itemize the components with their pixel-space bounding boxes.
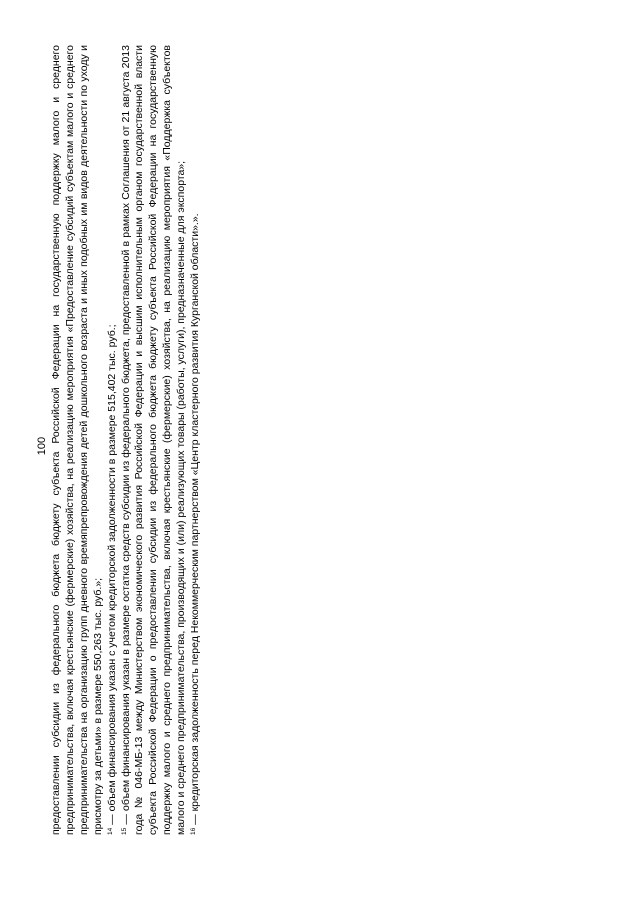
footnote-text: — объем финансирования указан в размере остатка средств субсидии из федерального бюджета, предоставленной в рамках Соглашения от 21 августа 2013 года № 046-МБ-13 между Министерством экономического развития Российской Федерации и высшим исполнительным органом государственной власти субъекта Российской Федерации о предоставлении субсидии из федерального бюджета бюджету субъекта Российской Федерации на государственную поддержку малого и среднего предпринимательства, включая крестьянские (фермерские) хозяйства, на реализацию мероприятия «Поддержка субъектов малого и среднего предпринимательства, производящих и (или) реализующих товары (работы, услуги), предназначенные для экспорта»; [119,45,188,835]
footnote-marker: 14 [106,827,114,835]
main-paragraph: предоставлении субсидии из федерального бюджета бюджету субъекта Российской Федерации на государственную поддержку малого и среднего предпринимательства, включая крестьянские (фермерские) хозяйства, на реализацию мероприятия «Предоставление субсидий субъектам малого и среднего предпринимательства на организацию групп дневного времяпрепровождения детей дошкольного возраста и иных подобных им видов деятельности по уходу и присмотру за детьми» в размере 550,263 тыс. руб.»; [50,45,104,835]
footnote-16 [189,45,203,835]
rotated-text-block [50,45,203,835]
footnote-marker: 16 [190,827,198,835]
footnote-14 [106,45,120,835]
page-number: 100 [36,436,48,456]
footnote-text: — кредиторская задолженность перед Некоммерческим партнерством «Центр кластерного развития Курганской области».». [189,213,202,828]
footnote-marker: 15 [120,827,128,835]
footnote-text: — объем финансирования указан с учетом кредиторской задолженности в размере 515,402 тыс. руб.; [105,324,118,828]
document-body [50,45,295,835]
footnote-15 [120,45,190,835]
